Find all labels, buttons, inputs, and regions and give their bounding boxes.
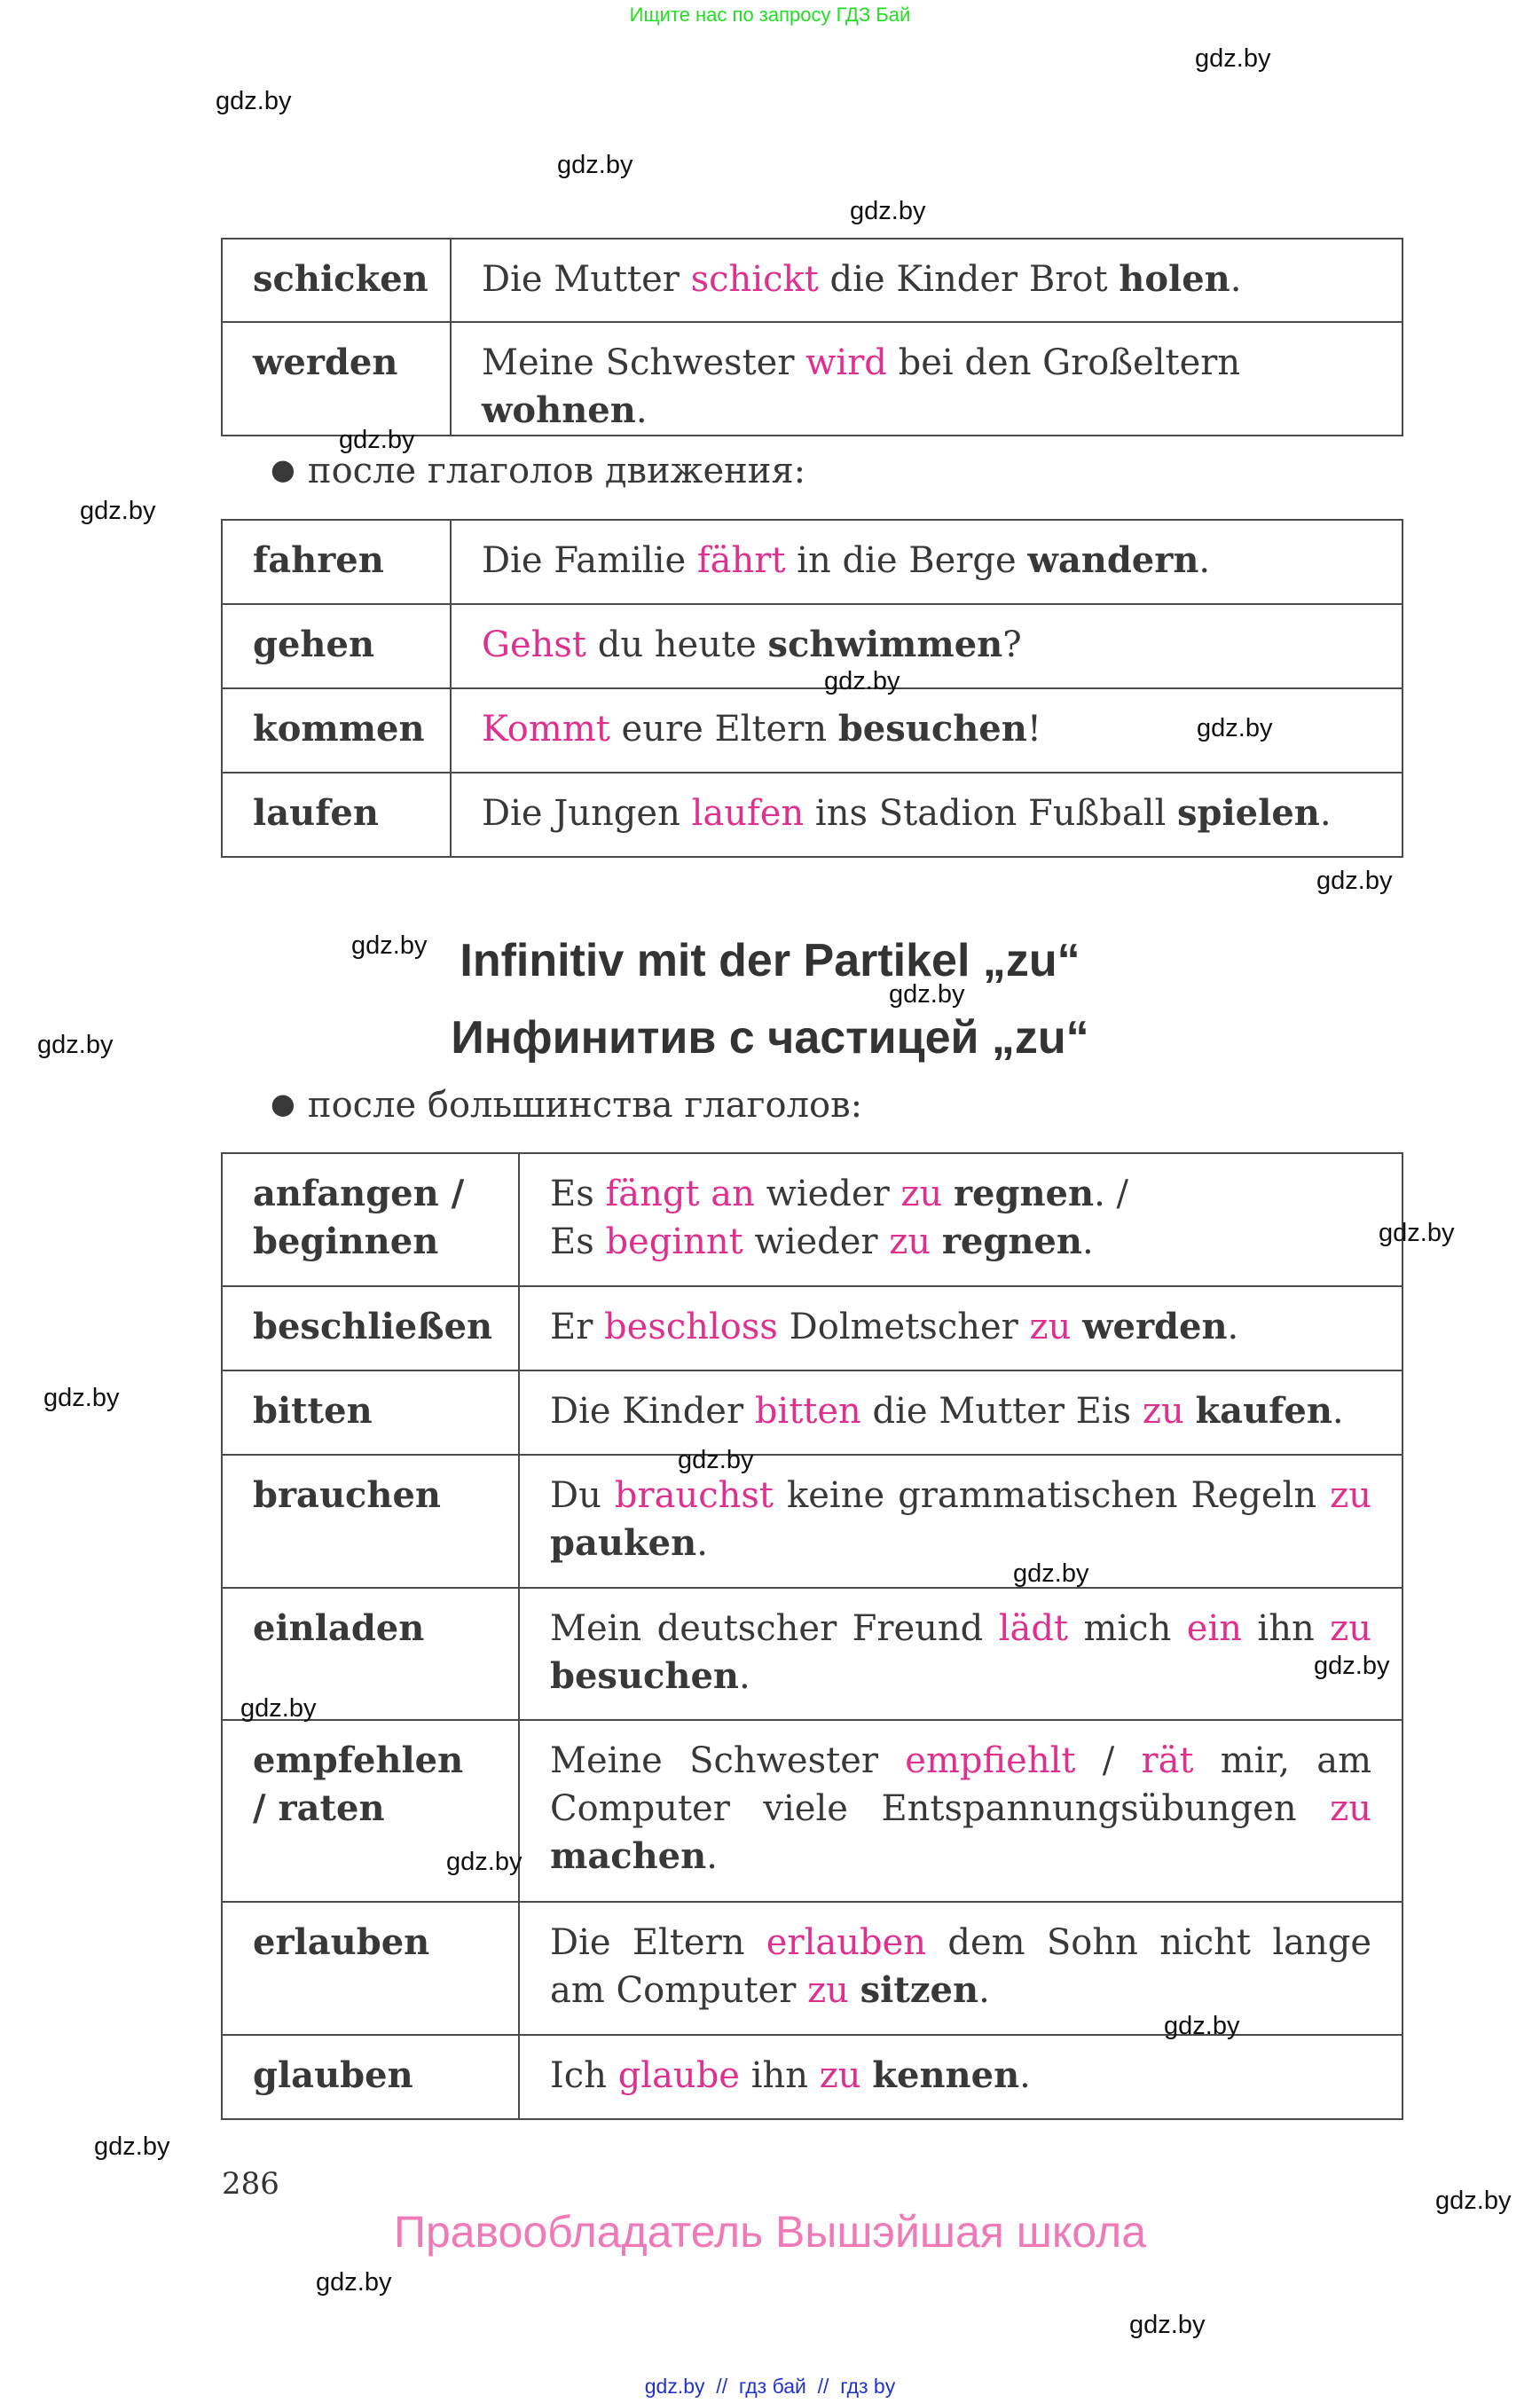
sentence-text: Es — [550, 1174, 606, 1214]
table-row — [222, 2035, 1402, 2119]
table-row — [222, 239, 1402, 322]
verb-cell: gehen — [222, 604, 451, 688]
infinitive: kaufen — [1195, 1390, 1332, 1432]
watermark: gdz.by — [94, 2132, 170, 2161]
sentence-text — [1184, 1391, 1196, 1432]
table-causative-verbs — [221, 238, 1403, 436]
copyright-footer: Правообладатель Вышэйшая школа — [394, 2207, 1146, 2257]
verb-cell: schicken — [222, 239, 451, 322]
table-row — [222, 1455, 1402, 1588]
sentence-text: Mein deutscher Freund — [550, 1608, 999, 1649]
sentence-text: du heute — [586, 624, 768, 665]
watermark: gdz.by — [824, 667, 900, 695]
example-cell — [451, 520, 1402, 604]
highlighted-verb: zu — [1330, 1788, 1371, 1829]
infinitive: machen — [550, 1835, 707, 1877]
watermark: gdz.by — [1197, 714, 1273, 742]
watermark: gdz.by — [446, 1848, 522, 1876]
sentence-text: Meine Schwester — [550, 1740, 906, 1781]
verb-cell: anfangen / beginnen — [222, 1153, 519, 1286]
highlighted-verb: erlauben — [766, 1922, 927, 1963]
highlighted-verb: beginnt — [605, 1221, 743, 1262]
highlighted-verb: Gehst — [482, 624, 586, 665]
section-heading-ru: Инфинитив с частицей „zu“ — [451, 1012, 1089, 1064]
infinitive: holen — [1119, 258, 1230, 300]
verb-cell: werden — [222, 322, 451, 436]
bullet-label: после большинства глаголов: — [307, 1085, 863, 1126]
watermark: gdz.by — [889, 980, 965, 1009]
table-row — [222, 1153, 1402, 1286]
example-cell — [519, 1370, 1402, 1455]
example-cell — [519, 1902, 1402, 2035]
table-row — [222, 322, 1402, 436]
sentence-text: die Kinder Brot — [818, 259, 1120, 300]
sentence-text: die Mutter Eis — [860, 1391, 1143, 1432]
sentence-text: mir, am Computer viele Entspannungsübungen — [550, 1740, 1371, 1829]
infinitive: regnen — [941, 1221, 1082, 1262]
sentence-text: . — [635, 390, 648, 431]
section-heading-de: Infinitiv mit der Partikel „zu“ — [460, 935, 1080, 986]
highlighted-verb: bitten — [754, 1391, 861, 1432]
highlighted-verb: fängt an — [605, 1174, 755, 1214]
bullet-motion-verbs — [271, 451, 805, 491]
highlighted-verb: empfiehlt — [905, 1740, 1076, 1781]
example-cell — [519, 1720, 1402, 1902]
infinitive: besuchen — [550, 1655, 739, 1697]
sentence-text — [849, 1970, 860, 2011]
table-row — [222, 1720, 1402, 1902]
verb-cell: glauben — [222, 2035, 519, 2119]
verb-cell: beschließen — [222, 1286, 519, 1370]
bullet-most-verbs — [271, 1085, 862, 1126]
watermark: gdz.by — [1435, 2187, 1512, 2215]
sentence-text: mich — [1068, 1608, 1187, 1649]
highlighted-verb: zu — [819, 2055, 861, 2096]
sentence-text: . — [1081, 1221, 1094, 1262]
sentence-text: Es — [550, 1221, 606, 1262]
sentence-text: . — [1319, 793, 1332, 834]
watermark: gdz.by — [1164, 2012, 1240, 2040]
watermark: gdz.by — [351, 931, 428, 960]
sentence-text — [861, 2055, 873, 2096]
sentence-text: ! — [1026, 709, 1041, 750]
watermark: gdz.by — [339, 426, 415, 454]
highlighted-verb: rät — [1141, 1740, 1194, 1781]
example-cell — [519, 1286, 1402, 1370]
sentence-text: . — [1332, 1391, 1344, 1432]
table-row — [222, 520, 1402, 604]
page-number: 286 — [222, 2166, 279, 2202]
example-cell — [451, 604, 1402, 688]
infinitive: regnen — [953, 1173, 1095, 1214]
bullet-icon: ● — [271, 1087, 295, 1120]
infinitive: schwimmen — [767, 624, 1003, 665]
table-row — [222, 1370, 1402, 1455]
infinitive: kennen — [872, 2054, 1020, 2096]
sentence-text: ihn — [739, 2055, 820, 2096]
sentence-text: . — [696, 1523, 708, 1564]
sentence-text — [1071, 1307, 1082, 1347]
top-search-banner[interactable]: Ищите нас по запросу ГДЗ Бай — [629, 4, 911, 26]
watermark: gdz.by — [1195, 44, 1271, 73]
highlighted-verb: beschloss — [604, 1307, 778, 1347]
footer-site-links[interactable]: gdz.by // гдз бай // гдз by — [644, 2375, 896, 2398]
watermark: gdz.by — [37, 1031, 114, 1059]
sentence-text: . — [978, 1970, 990, 2011]
sentence-text: Er — [550, 1307, 605, 1347]
sentence-text — [931, 1221, 942, 1262]
highlighted-verb: zu — [807, 1970, 849, 2011]
example-cell — [519, 1455, 1402, 1588]
infinitive: werden — [1082, 1306, 1228, 1347]
highlighted-verb: zu — [1330, 1475, 1372, 1516]
sentence-text: . — [1019, 2055, 1031, 2096]
sentence-text: Meine Schwester — [482, 342, 806, 383]
highlighted-verb: laufen — [691, 793, 805, 834]
verb-cell: brauchen — [222, 1455, 519, 1588]
highlighted-verb: zu — [1330, 1608, 1371, 1649]
highlighted-verb: glaube — [617, 2055, 740, 2096]
sentence-text: dem Sohn nicht lange am Computer — [550, 1922, 1371, 2011]
bullet-label: после глаголов движения: — [307, 451, 806, 491]
sentence-text: Die Mutter — [482, 259, 691, 300]
highlighted-verb: wird — [805, 342, 887, 383]
verb-cell: fahren — [222, 520, 451, 604]
sentence-text: in die Berge — [785, 540, 1028, 581]
sentence-text: ins Stadion Fußball — [804, 793, 1177, 834]
sentence-text: bei den Großeltern — [886, 342, 1241, 383]
sentence-text: Ich — [550, 2055, 618, 2096]
sentence-text: . — [1227, 1307, 1239, 1347]
sentence-text: . — [1198, 540, 1211, 581]
verb-cell: kommen — [222, 688, 451, 773]
sentence-text: ihn — [1242, 1608, 1331, 1649]
verb-cell: empfehlen / raten — [222, 1720, 519, 1902]
sentence-text: Die Eltern — [550, 1922, 766, 1963]
example-cell — [451, 773, 1402, 857]
table-row — [222, 773, 1402, 857]
watermark: gdz.by — [1013, 1559, 1089, 1588]
highlighted-verb: ein — [1186, 1608, 1242, 1649]
bullet-icon: ● — [271, 452, 295, 486]
table-zu-verbs — [221, 1152, 1403, 2120]
table-row — [222, 604, 1402, 688]
watermark: gdz.by — [240, 1694, 317, 1723]
example-cell — [451, 239, 1402, 322]
watermark: gdz.by — [1379, 1219, 1455, 1247]
example-cell — [519, 1588, 1402, 1720]
sentence-text: Die Kinder — [550, 1391, 755, 1432]
infinitive: besuchen — [837, 708, 1027, 750]
table-motion-verbs — [221, 519, 1403, 858]
highlighted-verb: schickt — [690, 259, 819, 300]
example-cell — [451, 322, 1402, 436]
sentence-text: . — [1230, 259, 1242, 300]
sentence-text: / — [1075, 1740, 1142, 1781]
sentence-text: eure Eltern — [609, 709, 838, 750]
example-cell — [519, 2035, 1402, 2119]
sentence-text: Du — [550, 1475, 615, 1516]
table-row — [222, 1588, 1402, 1720]
infinitive: spielen — [1176, 792, 1320, 834]
sentence-text: wieder — [742, 1221, 890, 1262]
sentence-text: Die Jungen — [482, 793, 692, 834]
verb-cell: einladen — [222, 1588, 519, 1720]
watermark: gdz.by — [216, 87, 292, 115]
watermark: gdz.by — [1129, 2311, 1206, 2339]
sentence-text: Die Familie — [482, 540, 697, 581]
watermark: gdz.by — [1314, 1652, 1390, 1680]
infinitive: wohnen — [482, 389, 636, 431]
highlighted-verb: fährt — [696, 540, 786, 581]
watermark: gdz.by — [43, 1384, 120, 1412]
watermark: gdz.by — [678, 1446, 754, 1474]
sentence-text — [942, 1174, 954, 1214]
highlighted-verb: lädt — [998, 1608, 1069, 1649]
verb-cell: bitten — [222, 1370, 519, 1455]
infinitive: sitzen — [860, 1969, 979, 2011]
watermark: gdz.by — [80, 497, 156, 525]
highlighted-verb: zu — [1029, 1307, 1072, 1347]
infinitive: pauken — [550, 1522, 697, 1564]
sentence-text: wieder — [754, 1174, 901, 1214]
highlighted-verb: zu — [1142, 1391, 1184, 1432]
highlighted-verb: zu — [900, 1174, 943, 1214]
highlighted-verb: brauchst — [614, 1475, 774, 1516]
sentence-text: . / — [1094, 1174, 1128, 1214]
sentence-text: keine grammatischen Regeln — [773, 1475, 1331, 1516]
sentence-text: . — [739, 1656, 750, 1697]
watermark: gdz.by — [316, 2268, 392, 2297]
highlighted-verb: Kommt — [482, 709, 610, 750]
sentence-text: Dolmetscher — [777, 1307, 1030, 1347]
sentence-text: ? — [1002, 624, 1022, 665]
watermark: gdz.by — [1316, 867, 1393, 895]
example-cell — [519, 1153, 1402, 1286]
verb-cell: erlauben — [222, 1902, 519, 2035]
sentence-text: . — [706, 1836, 718, 1877]
highlighted-verb: zu — [889, 1221, 931, 1262]
infinitive: wandern — [1027, 539, 1199, 581]
table-row — [222, 1286, 1402, 1370]
watermark: gdz.by — [850, 197, 926, 225]
verb-cell: laufen — [222, 773, 451, 857]
watermark: gdz.by — [557, 151, 633, 179]
